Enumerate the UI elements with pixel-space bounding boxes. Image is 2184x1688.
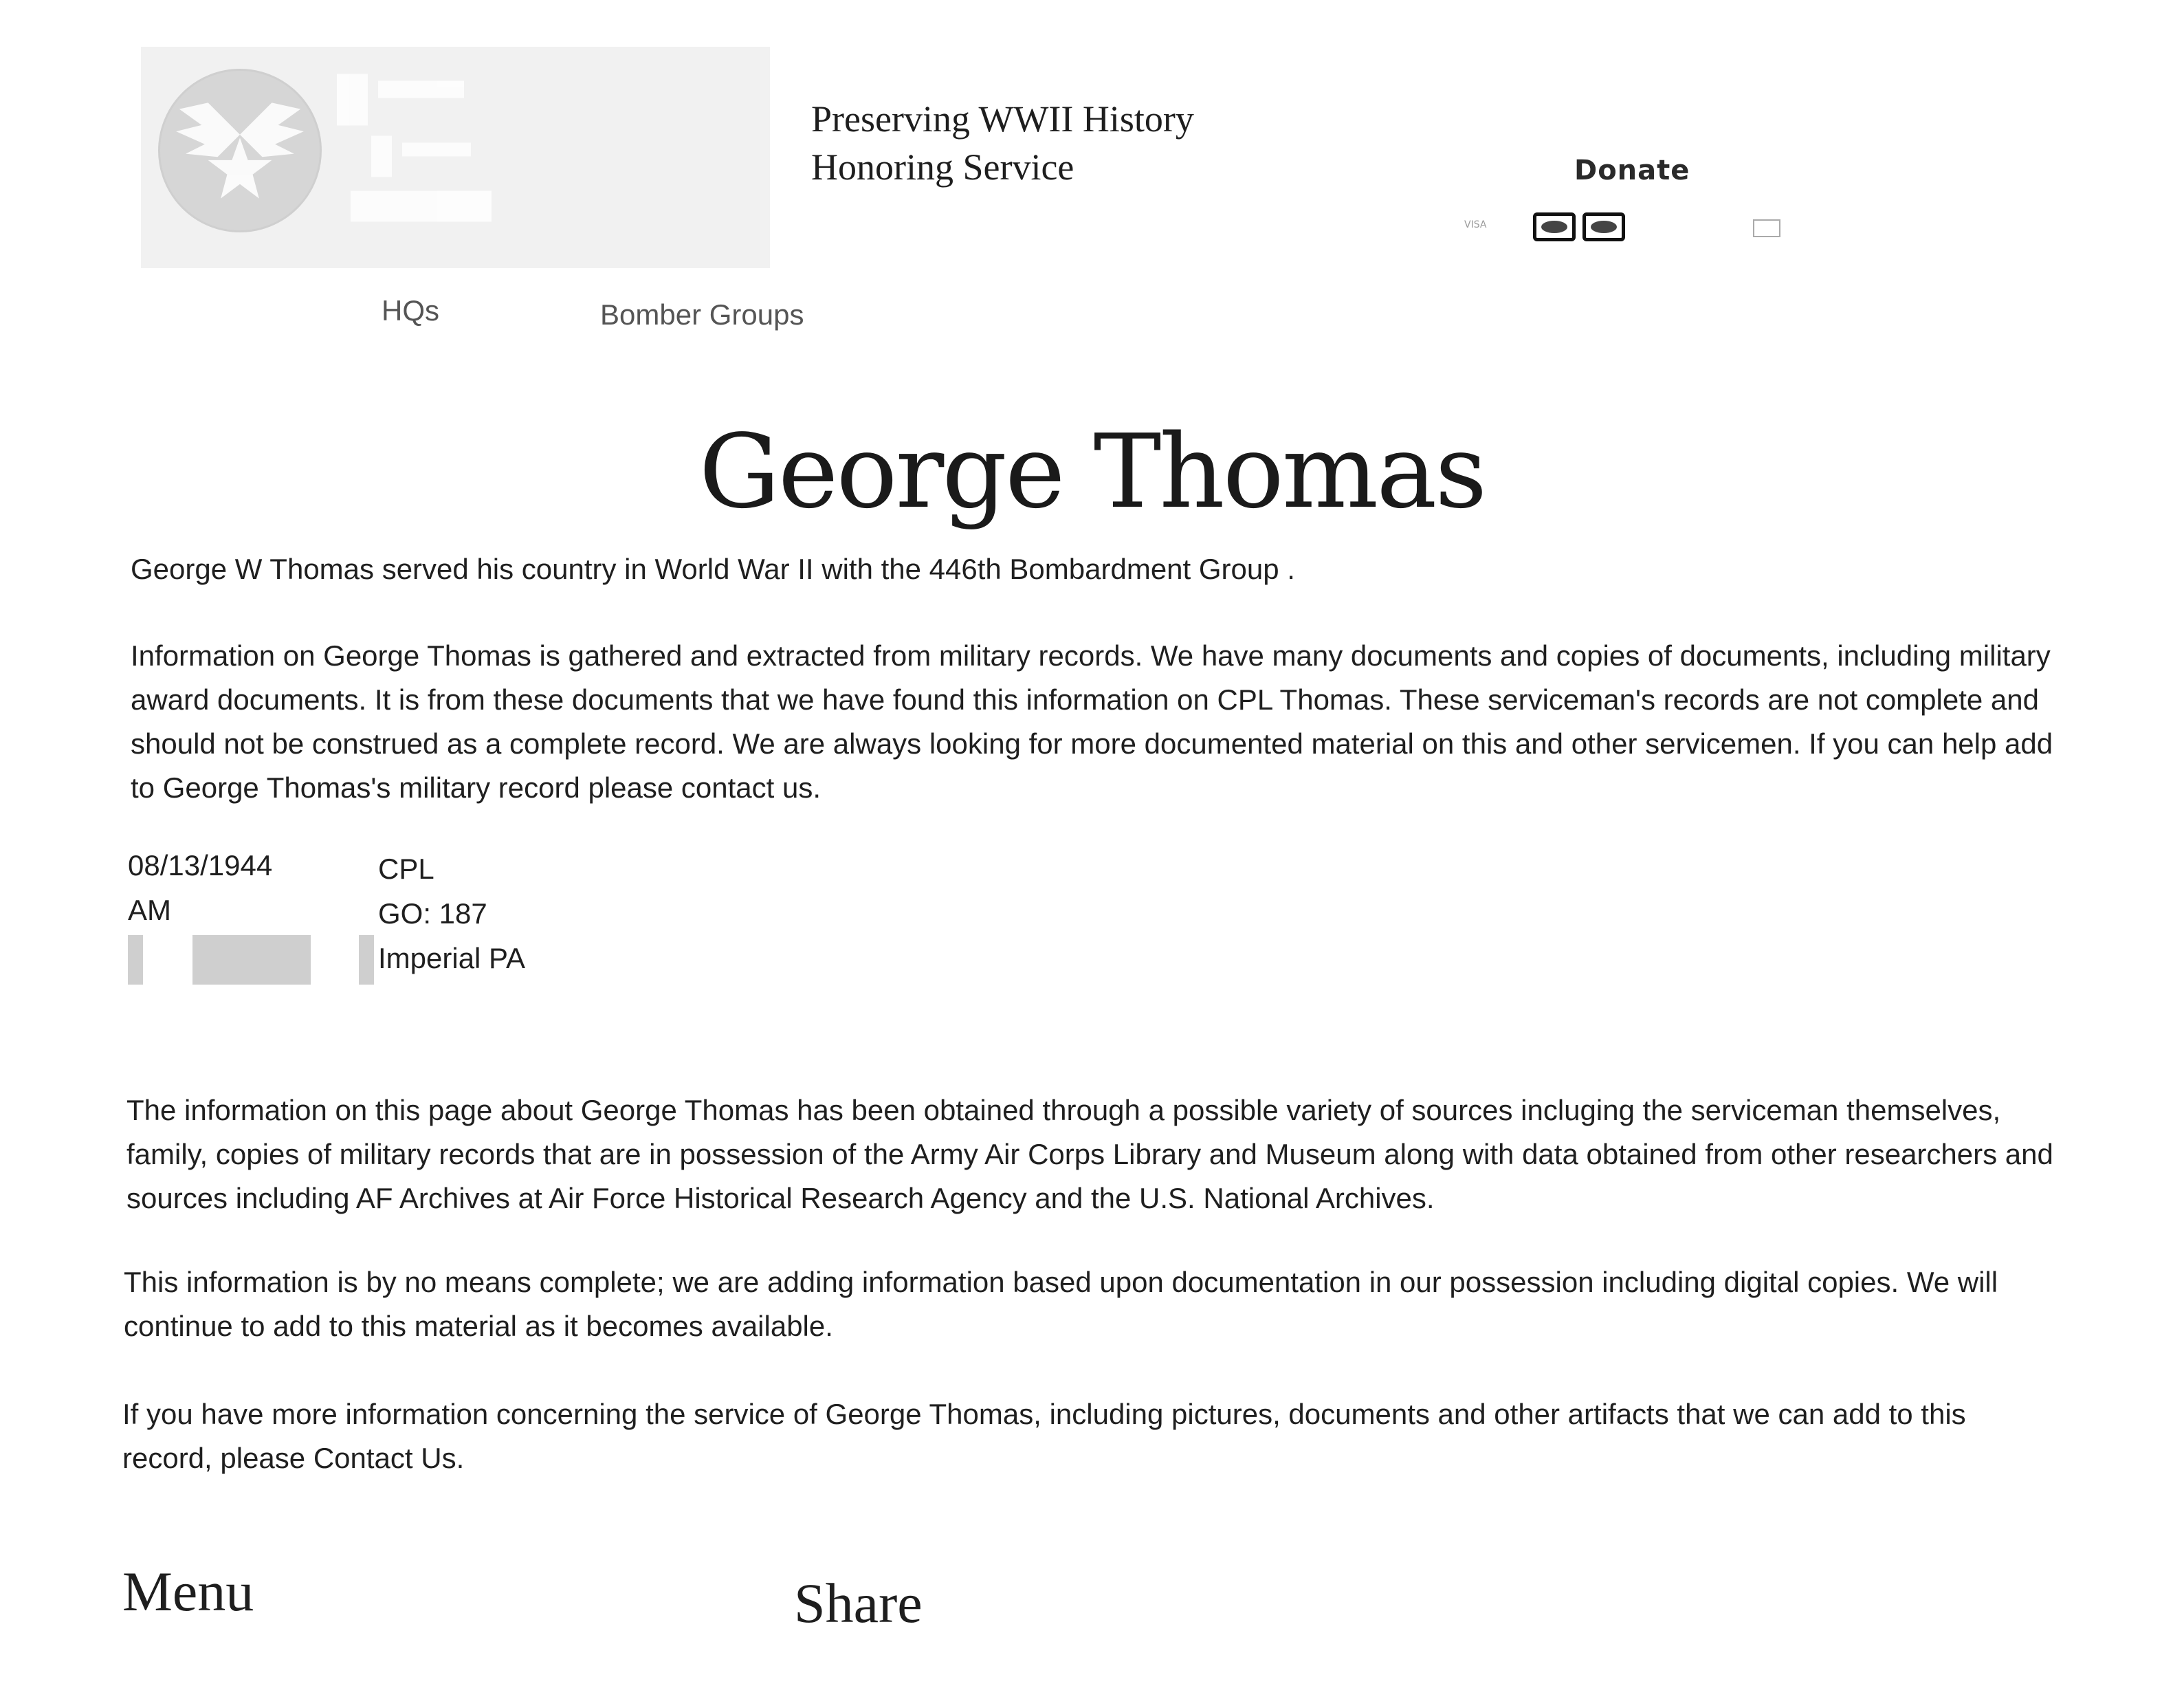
logo-wordmark-icon — [333, 65, 505, 241]
rank: CPL — [378, 853, 434, 885]
nav-link-bomber-groups[interactable]: Bomber Groups — [600, 298, 804, 331]
payment-methods — [1464, 210, 1787, 244]
visa-card-icon: VISA — [1464, 219, 1487, 230]
wings-star-emblem-icon — [158, 69, 322, 232]
tagline-line-2: Honoring Service — [811, 146, 1074, 188]
bank-card-icon — [1753, 219, 1780, 237]
records-info-paragraph: Information on George Thomas is gathered and extracted from military records. We have many documents and copies of documents, including military award documents. It is from these documents that we have found this information on CPL Thomas. These serviceman's records are not complete and should not be construed as a complete record. We are always looking for more documented material on this and other servicemen. If you can help add to George Thomas's military record please contact us. — [131, 639, 2053, 804]
sources-disclaimer: The information on this page about George Thomas has been obtained through a possible variety of sources incluging the serviceman themselves, family, copies of military records that are in possession of the Army Air Corps Library and Museum along with data obtained from other researchers and sources including AF Archives at Air Force Historical Research Agency and the U.S. National Archives. — [126, 1094, 2053, 1214]
service-summary: George W Thomas served his country in World War II with the 446th Bombardment Group . — [131, 553, 1295, 585]
award-type: AM — [128, 894, 171, 926]
incomplete-notice: This information is by no means complete; we are adding information based upon documentation in our possession including digital copies. We will continue to add to this material as it becomes available. — [124, 1266, 1998, 1342]
redacted-field — [192, 935, 311, 985]
credit-card-icon — [1533, 212, 1576, 241]
award-date: 08/13/1944 — [128, 849, 273, 881]
menu-heading[interactable]: Menu — [122, 1560, 254, 1623]
tagline-line-1: Preserving WWII History — [811, 98, 1194, 140]
redacted-field — [359, 935, 374, 985]
credit-card-icon — [1582, 212, 1625, 241]
share-heading[interactable]: Share — [794, 1572, 923, 1634]
nav-link-hqs[interactable]: HQs — [382, 294, 439, 327]
hometown: Imperial PA — [378, 942, 525, 974]
redacted-field — [128, 935, 143, 985]
donate-button[interactable]: Donate — [1574, 155, 1690, 186]
general-order: GO: 187 — [378, 897, 487, 930]
page-title: George Thomas — [698, 413, 1486, 531]
contact-request: If you have more information concerning the service of George Thomas, including pictures, documents and other artifacts that we can add to this record, please Contact Us. — [122, 1398, 1966, 1474]
